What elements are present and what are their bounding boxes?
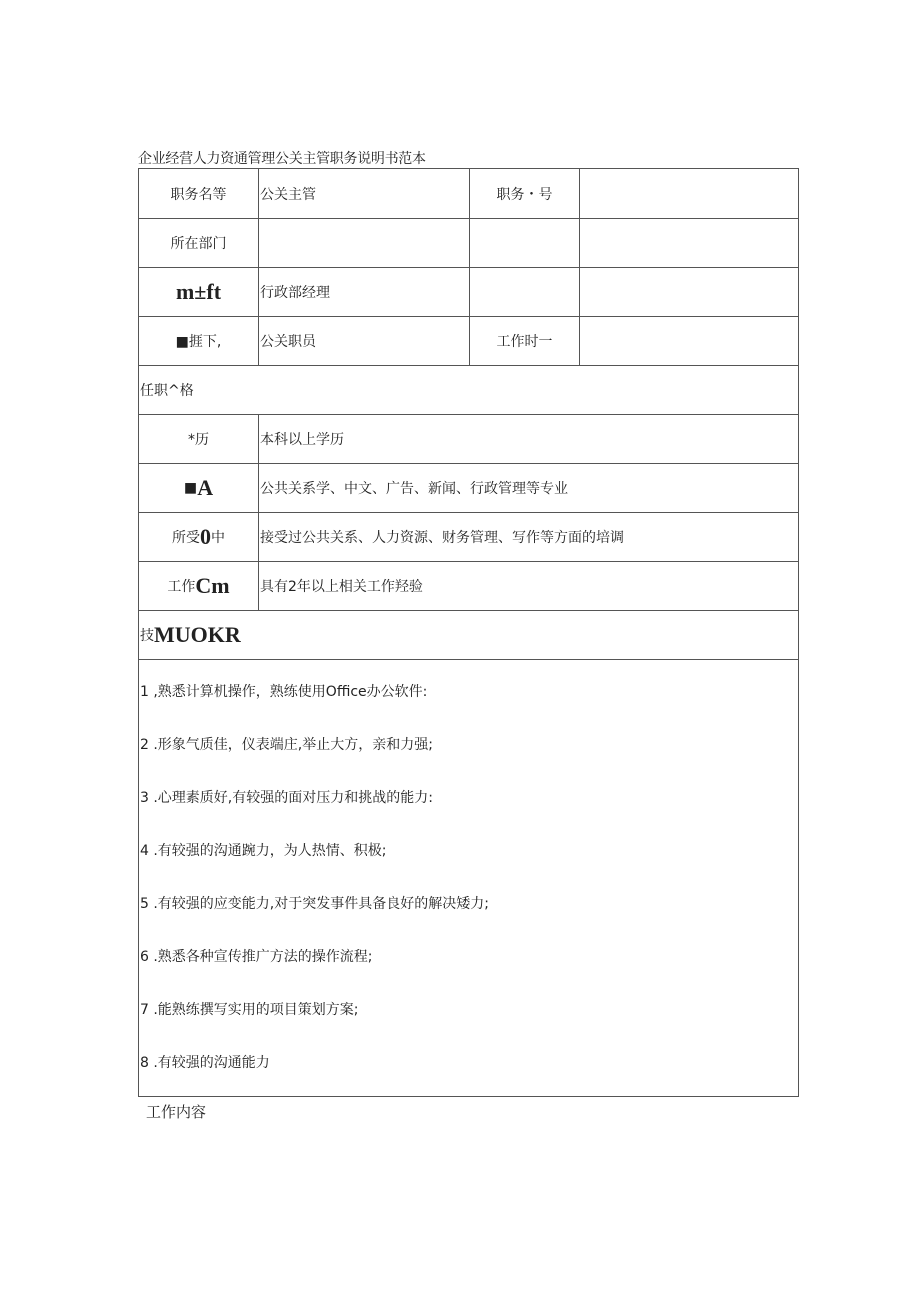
training-label xyxy=(139,512,258,561)
training-value: 接受过公共关系、人力资源、财务管理、写作等方面的培调 xyxy=(260,529,624,546)
superior-label: m±ft xyxy=(175,278,222,304)
experience-label-big: Cm xyxy=(195,572,230,598)
position-no-value xyxy=(580,169,798,218)
superior-value: 行政部经理 xyxy=(260,284,330,301)
skill-item: 4 .有较强的沟通踠力，为人热情、积极; xyxy=(140,843,387,859)
training-label-big: 0 xyxy=(200,523,211,549)
skills-section-prefix: 技 xyxy=(140,627,154,644)
subordinate-label: ■捱下, xyxy=(175,333,222,350)
subordinate-value: 公关职员 xyxy=(260,333,316,350)
position-name-value: 公关主管 xyxy=(260,186,316,203)
position-name-label: 职务名等 xyxy=(170,186,227,203)
skill-item: 8 .有较强的沟通能力 xyxy=(140,1055,270,1071)
experience-label-prefix: 工作 xyxy=(167,578,196,595)
document-title: 企业经营人力资通管理公关主管职务说明书范本 xyxy=(138,151,426,167)
column-divider xyxy=(258,169,259,365)
training-label-prefix: 所受 xyxy=(172,529,200,546)
education-value: 本科以上学历 xyxy=(260,431,344,448)
skills-section-label xyxy=(140,610,540,659)
education-label: *历 xyxy=(188,431,209,448)
skill-item: 7 .能熟练撰写实用的项目策划方案; xyxy=(140,1002,359,1018)
department-value xyxy=(260,218,465,267)
footer-section-label: 工作内容 xyxy=(146,1103,207,1121)
work-time-label: 工作时一 xyxy=(496,333,553,350)
column-divider xyxy=(258,414,259,610)
experience-value: 具有2年以上相关工作羟验 xyxy=(260,578,423,595)
qualifications-section-label: 任职^格 xyxy=(140,382,194,399)
skill-item: 6 .熟悉各种宣传推广方法的操作流程; xyxy=(140,949,373,965)
skills-section-big: MUOKR xyxy=(154,621,241,647)
major-value: 公共关系学、中文、广告、新闻、行政管理等专业 xyxy=(260,480,568,497)
skill-item: 1 ,熟悉计算机操作，熟练使用Office办公软件: xyxy=(140,684,428,700)
skill-item: 3 .心理素质好,有较强的面对压力和挑战的能力: xyxy=(140,790,433,806)
row-divider xyxy=(139,659,798,660)
job-description-table xyxy=(138,168,799,1097)
skill-item: 5 .有较强的应变能力,对于突发事件具备良好的解决矮力; xyxy=(140,896,489,912)
department-label: 所在部门 xyxy=(170,235,227,252)
major-label: ■A xyxy=(183,474,214,500)
position-no-label: 职务・号 xyxy=(496,186,553,203)
training-label-suffix: 中 xyxy=(211,529,225,546)
experience-label xyxy=(139,561,258,610)
skill-item: 2 .形象气质佳，仪表端庄,举止大方，亲和力强; xyxy=(140,737,433,753)
